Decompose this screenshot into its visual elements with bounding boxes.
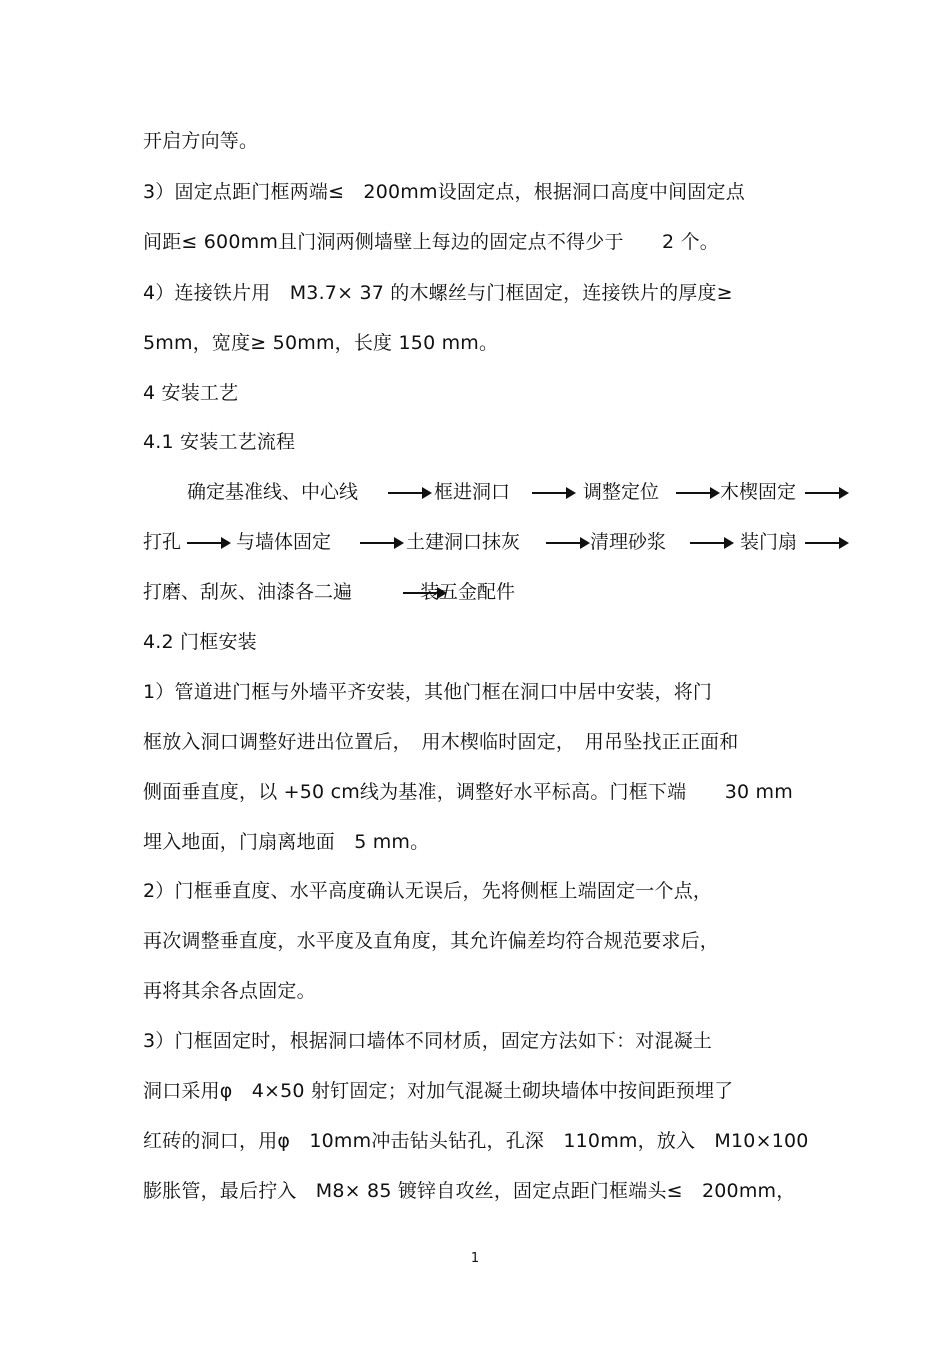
text-line: 3）门框固定时，根据洞口墙体不同材质，固定方法如下：对混凝土 (143, 1030, 713, 1052)
flow-step: 木楔固定 (720, 481, 797, 503)
text-line: 再将其余各点固定。 (143, 980, 316, 1002)
text-line: 埋入地面，门扇离地面 5 mm。 (143, 831, 430, 853)
subsection-heading: 4.1 安装工艺流程 (143, 431, 296, 453)
arrow-right-icon (805, 492, 847, 494)
flow-step: 装五金配件 (420, 581, 516, 603)
text-line: 侧面垂直度，以 +50 cm线为基准，调整好水平标高。门框下端 30 mm (143, 781, 793, 803)
flow-step: 与墙体固定 (236, 531, 332, 553)
flow-step: 打孔 (143, 531, 182, 553)
flow-step: 确定基准线、中心线 (187, 481, 359, 503)
arrow-right-icon (805, 542, 847, 544)
arrow-right-icon (676, 492, 718, 494)
text-line: 5mm，宽度≥ 50mm，长度 150 mm。 (143, 332, 499, 354)
text-line: 间距≤ 600mm且门洞两侧墙壁上每边的固定点不得少于 2 个。 (143, 231, 719, 253)
flow-step: 打磨、刮灰、油漆各二遍 (143, 581, 353, 603)
arrow-right-icon (360, 542, 402, 544)
section-heading: 4 安装工艺 (143, 382, 239, 404)
page-number: 1 (470, 1251, 480, 1266)
text-line: 框放入洞口调整好进出位置后， 用木楔临时固定， 用吊坠找正正面和 (143, 731, 739, 753)
flow-step: 调整定位 (583, 481, 660, 503)
arrow-right-icon (690, 542, 732, 544)
flow-step: 框进洞口 (434, 481, 511, 503)
text-line: 2）门框垂直度、水平高度确认无误后，先将侧框上端固定一个点， (143, 880, 713, 902)
flow-step: 清理砂浆 (590, 531, 667, 553)
text-line: 洞口采用φ 4×50 射钉固定；对加气混凝土砌块墙体中按间距预埋了 (143, 1080, 734, 1102)
text-line: 红砖的洞口，用φ 10mm冲击钻头钻孔，孔深 110mm，放入 M10×100 (143, 1130, 809, 1152)
text-line: 1）管道进门框与外墙平齐安装，其他门框在洞口中居中安装，将门 (143, 681, 713, 703)
arrow-right-icon (532, 492, 574, 494)
flow-step: 装门扇 (740, 531, 798, 553)
text-line: 膨胀管，最后拧入 M8× 85 镀锌自攻丝，固定点距门框端头≤ 200mm， (143, 1180, 796, 1202)
arrow-right-icon (388, 492, 430, 494)
arrow-right-icon (546, 542, 588, 544)
flow-step: 土建洞口抹灰 (406, 531, 521, 553)
subsection-heading: 4.2 门框安装 (143, 631, 257, 653)
text-line: 再次调整垂直度，水平度及直角度，其允许偏差均符合规范要求后， (143, 930, 720, 952)
text-line: 开启方向等。 (143, 130, 259, 152)
text-line: 4）连接铁片用 M3.7× 37 的木螺丝与门框固定，连接铁片的厚度≥ (143, 282, 733, 304)
arrow-right-icon (187, 542, 229, 544)
text-line: 3）固定点距门框两端≤ 200mm设固定点，根据洞口高度中间固定点 (143, 181, 745, 203)
